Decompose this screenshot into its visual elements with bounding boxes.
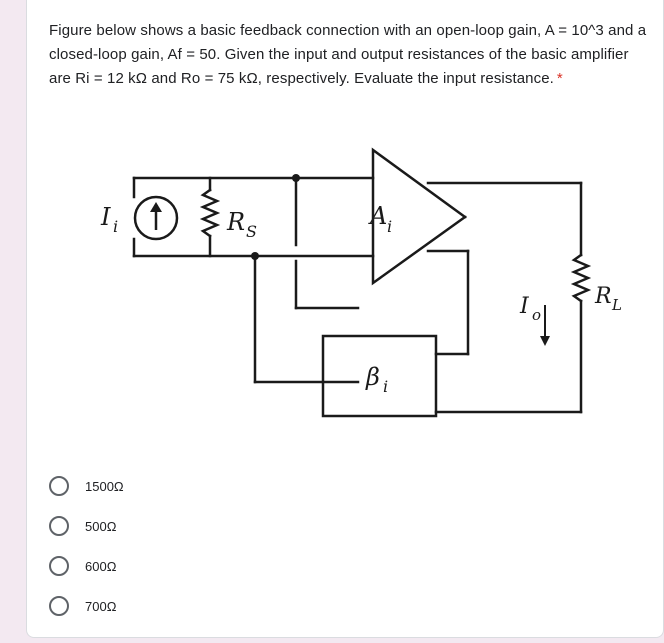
option-600[interactable] — [49, 546, 124, 586]
radio-button[interactable] — [49, 516, 69, 536]
current-source-subscript: i — [113, 217, 119, 236]
amplifier-subscript: i — [387, 217, 393, 236]
source-resistor-subscript: S — [246, 222, 257, 241]
output-current-label: I — [520, 294, 529, 319]
feedback-label: β — [366, 363, 380, 391]
required-marker: * — [556, 70, 563, 87]
feedback-subscript: i — [383, 377, 389, 396]
option-500[interactable] — [49, 506, 124, 546]
question-text: Figure below shows a basic feedback connection with an open-loop gain, A = 10^3 and a closed-loop gain, Af = 50. Given the input and output resistances of the basic amplifier are Ri = 12 kΩ and Ro = 75 kΩ, respectively. Evaluate the input resistance. — [49, 22, 647, 87]
option-label: 1500Ω — [85, 478, 124, 494]
radio-button[interactable] — [49, 556, 69, 576]
current-source-label: I — [101, 203, 111, 231]
question-text-block — [49, 19, 649, 91]
output-current-subscript: o — [532, 306, 542, 324]
radio-button[interactable] — [49, 596, 69, 616]
question-card — [26, 0, 664, 638]
option-label: 600Ω — [85, 558, 117, 574]
option-label: 700Ω — [85, 598, 117, 614]
circuit-figure — [53, 140, 633, 450]
radio-button[interactable] — [49, 476, 69, 496]
option-1500[interactable] — [49, 466, 124, 506]
option-label: 500Ω — [85, 518, 117, 534]
option-700[interactable] — [49, 586, 124, 626]
source-resistor-label: R — [227, 208, 246, 236]
answer-options — [49, 466, 124, 626]
amplifier-label: A — [370, 202, 388, 230]
load-resistor-subscript: L — [612, 296, 622, 314]
load-resistor-label: R — [595, 284, 612, 309]
